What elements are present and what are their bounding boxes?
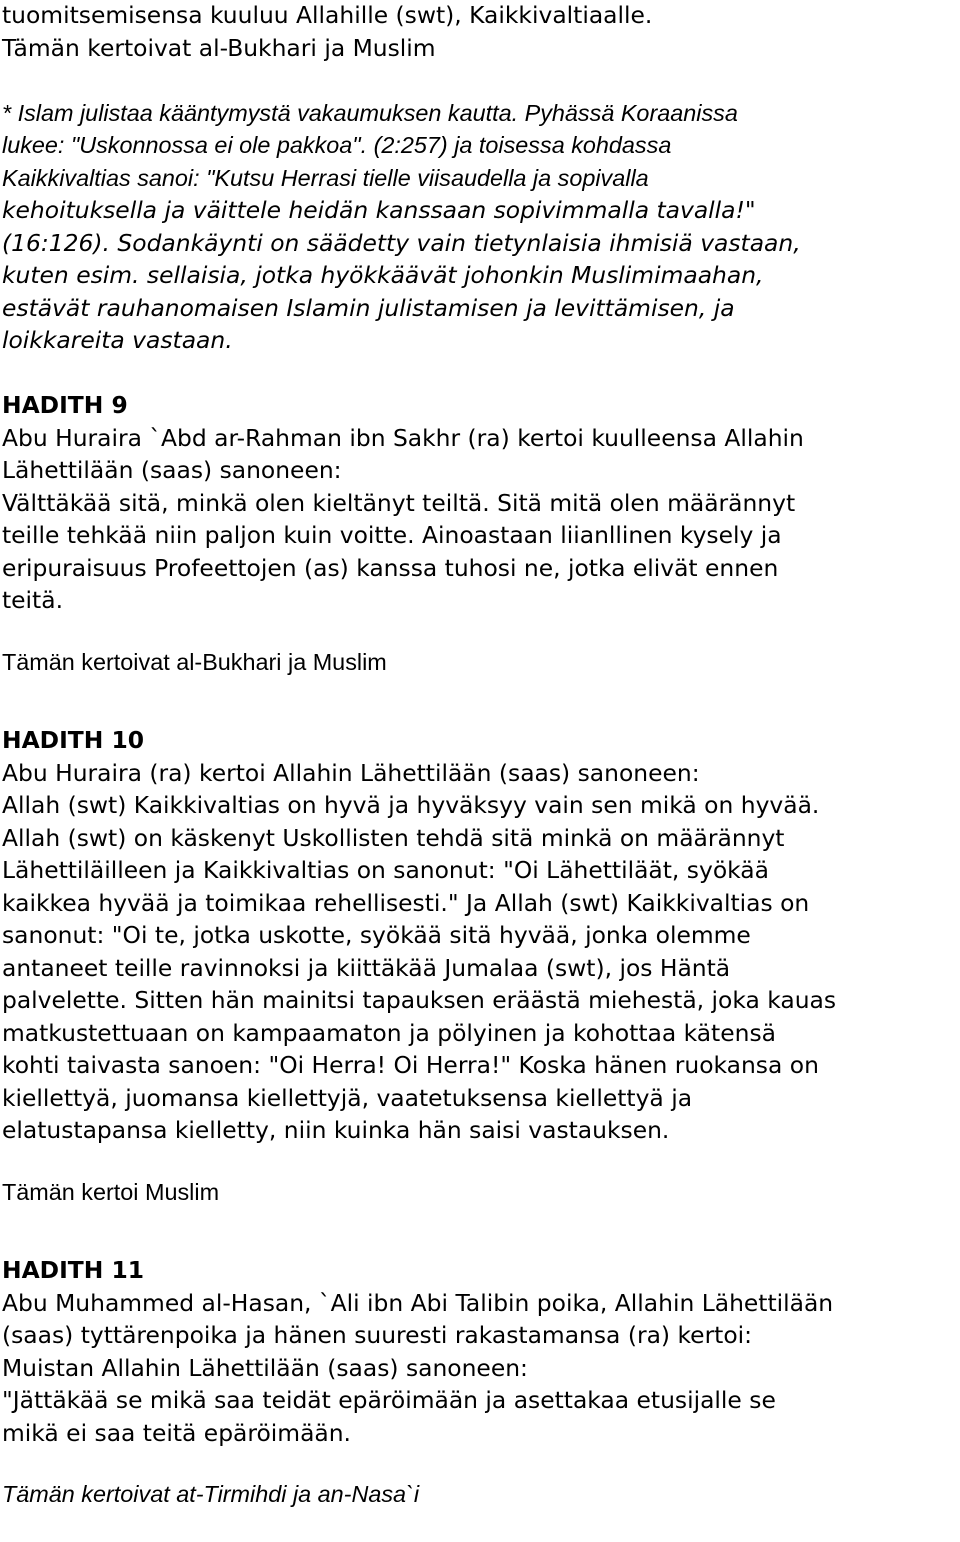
text-line: Allah (swt) on käskenyt Uskollisten tehdä sitä minkä on määrännyt [2, 823, 785, 852]
spacer [2, 1449, 960, 1478]
text-line: Abu Muhammed al-Hasan, `Ali ibn Abi Talibin poika, Allahin Lähettilään [2, 1288, 834, 1317]
spacer [2, 678, 960, 724]
section-heading: HADITH 9 [2, 391, 128, 419]
section-heading: HADITH 11 [2, 1256, 145, 1284]
text-line: kohti taivasta sanoen: "Oi Herra! Oi Herra!" Koska hänen ruokansa on [2, 1051, 819, 1079]
text-line: elatustapansa kielletty, niin kuinka hän saisi vastauksen. [2, 1116, 670, 1144]
text-line: eripuraisuus Profeettojen (as) kanssa tuhosi ne, jotka elivät ennen [2, 553, 779, 582]
spacer [2, 1147, 960, 1176]
text-line: * Islam julistaa kääntymystä vakaumuksen kautta. Pyhässä Koraanissa [2, 99, 738, 126]
text-line: (saas) tyttärenpoika ja hänen suuresti rakastamansa (ra) kertoi: [2, 1321, 753, 1349]
text-line: antaneet teille ravinnoksi ja kiittäkää Jumalaa (swt), jos Häntä [2, 953, 731, 982]
text-line: teitä. [2, 586, 64, 614]
spacer [2, 1208, 960, 1254]
text-line: (16:126). Sodankäynti on säädetty vain tietynlaisia ihmisiä vastaan, [2, 228, 801, 257]
text-line: Abu Huraira `Abd ar-Rahman ibn Sakhr (ra) kertoi kuulleensa Allahin [2, 423, 804, 452]
text-line: sanonut: "Oi te, jotka uskotte, syökää sitä hyvää, jonka olemme [2, 921, 751, 949]
text-line: kuten esim. sellaisia, jotka hyökkäävät johonkin Muslimimaahan, [2, 261, 764, 289]
text-line: matkustettuaan on kampaamaton ja pölyinen ja kohottaa kätensä [2, 1018, 776, 1047]
text-line: kiellettyä, juomansa kiellettyjä, vaatetuksensa kiellettyä ja [2, 1083, 693, 1112]
spacer [2, 357, 960, 390]
text-line: mikä ei saa teitä epäröimään. [2, 1418, 351, 1447]
text-line: Muistan Allahin Lähettilään (saas) sanoneen: [2, 1353, 528, 1382]
text-line: Kaikkivaltias sanoi: "Kutsu Herrasi tielle viisaudella ja sopivalla [2, 164, 649, 191]
text-line: tuomitsemisensa kuuluu Allahille (swt), Kaikkivaltiaalle. [2, 1, 653, 29]
text-line: Lähettilään (saas) sanoneen: [2, 456, 342, 484]
text-line: kehoituksella ja väittele heidän kanssaan sopivimmalla tavalla!" [2, 196, 756, 224]
attribution-line: Tämän kertoivat at-Tirmihdi ja an-Nasa`i [2, 1481, 420, 1507]
text-line: Tämän kertoivat al-Bukhari ja Muslim [2, 33, 436, 62]
spacer [2, 617, 960, 646]
text-line: Välttäkää sitä, minkä olen kieltänyt teiltä. Sitä mitä olen määrännyt [2, 488, 796, 517]
text-line: kaikkea hyvää ja toimikaa rehellisesti." Ja Allah (swt) Kaikkivaltias on [2, 888, 810, 917]
attribution-line: Tämän kertoivat al-Bukhari ja Muslim [2, 648, 387, 675]
text-line: Lähettiläilleen ja Kaikkivaltias on sanonut: "Oi Lähettiläät, syökää [2, 856, 769, 884]
text-line: estävät rauhanomaisen Islamin julistamisen ja levittämisen, ja [2, 293, 735, 322]
text-line: Allah (swt) Kaikkivaltias on hyvä ja hyväksyy vain sen mikä on hyvää. [2, 791, 820, 819]
text-line: "Jättäkää se mikä saa teidät epäröimään ja asettakaa etusijalle se [2, 1386, 776, 1414]
text-line: loikkareita vastaan. [2, 326, 233, 354]
attribution-line: Tämän kertoi Muslim [2, 1178, 220, 1205]
section-heading: HADITH 10 [2, 726, 145, 754]
text-line: lukee: "Uskonnossa ei ole pakkoa". (2:257) ja toisessa kohdassa [2, 132, 672, 158]
text-line: teille tehkää niin paljon kuin voitte. Ainoastaan liianllinen kysely ja [2, 521, 782, 549]
spacer [2, 64, 960, 97]
text-line: palvelette. Sitten hän mainitsi tapauksen eräästä miehestä, joka kauas [2, 986, 837, 1014]
text-line: Abu Huraira (ra) kertoi Allahin Lähettilään (saas) sanoneen: [2, 758, 700, 787]
